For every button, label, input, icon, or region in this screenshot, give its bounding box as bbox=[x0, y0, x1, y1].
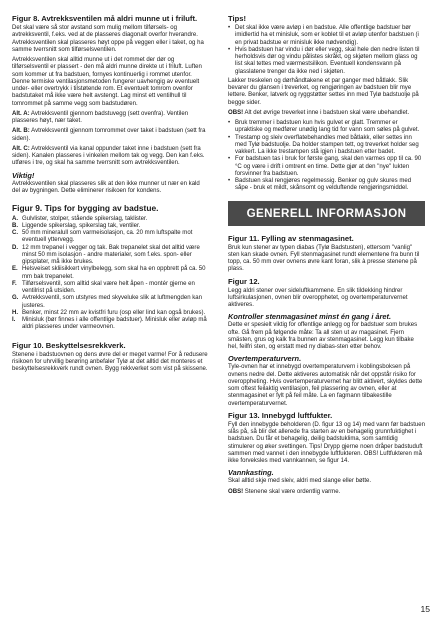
list-item: • Det skal ikke være avløp i en badstue. Alle offentlige badstuer bør imidlertid ha et minisluk, som er koblet til et avløp utenfor badstuen (i en privat badstue er minisluk ikke nødvendig). bbox=[228, 25, 425, 47]
fig8-alt-b bbox=[12, 128, 209, 143]
obs-text: Stenene skal være ordentlig varme. bbox=[243, 488, 341, 495]
fig8-paragraph-1: Det skal være så stor avstand som mulig mellom tilførsels- og avtrekksventil, f.eks. ved at de plasseres diagonalt overfor hverandre. Avtrekksventilen skal plasseres høyt oppe på veggen eller i taket, og ha samme tverrsnitt som tilførselsventilen. bbox=[12, 25, 204, 53]
page-number: 15 bbox=[420, 604, 430, 614]
tips-lakker-text: Lakker treskelen og dørhåndtakene et par ganger med båtlakk. Slik bevarer du glansen i treverket, og rengjøringen av badstuen blir mye lettere. Benker, latverk og ryggstøtter settes inn med Tylø badstuolje på begge sider. bbox=[228, 77, 419, 106]
viktig-text: Avtrekksventilen skal plasseres slik at den ikke munner ut nær en kald del av bygningen. Dette eliminerer risikoen for kondens. bbox=[12, 180, 200, 194]
list-item: G. Avtrekksventil, som utstyres med skyveluke slik at luftmengden kan justeres. bbox=[12, 295, 203, 309]
fig8-alt-a bbox=[12, 111, 209, 126]
list-item: H. Benker, minst 22 mm av kvistfri furu (osp eller lind kan også brukes). bbox=[12, 309, 206, 316]
alt-c-text: Avtrekksventil via kanal oppunder taket inne i badstuen (sett fra siden). Kanalen plasseres i vinkelen mellom tak og vegg. Den kan f.eks. utføres i tre, og skal ha samme tverrsnitt som avtrekksventilen. bbox=[12, 145, 205, 167]
obs-label: OBS! bbox=[228, 488, 244, 495]
fig13-obs bbox=[228, 489, 425, 496]
fig13-title: Figur 13. Innebygd luftfukter. bbox=[228, 410, 333, 420]
list-item: A. Gulvlister, stolper, stående spikerslag, taklister. bbox=[12, 215, 148, 222]
control-text: Dette er spesielt viktig for offentlige anlegg og for badstuer som brukes ofte. Gå frem på følgende måte: Ta all sten ut av magasinet. Fjern smästen, grus og kalk fra bunnen av stenmagasinet. Legg kun tilbake hel, feilfri sten, og erstatt med ny diabas-sten etter behov. bbox=[228, 322, 418, 350]
fig13-text: Fyll den innebygde beholderen (D. figur 13 og 14) med vann før badstuen slås på, så blir det allerede fra starten av en behagelig grunnfuktighet i badstuen. Du får et behagelig, deilig badstuklima, som samtidig stimulerer og øker svettingen. Tips! Drypp gjerne noen dråper badstuduft sammen med vannet i den innebygde luftfukteren. OBS! Luftfukteren må ikke forveksles med vannkannen, se figur 14. bbox=[228, 421, 425, 464]
fig8-title: Figur 8. Avtrekksventilen må aldri munne ut i friluft. bbox=[12, 14, 198, 23]
overtemp-text: Tyle-ovnen har et innebygd overtemperaturvern i koblingsboksen på ovnens nedre del. Dette aktiveres automatisk når det oppstår risiko for overoppheting. Hvis overtemperaturvernet har blitt aktivert, skyldes dette som oftest feilaktig ventilasjon, feil plassering av ovnen, eller at stenmagasinet er fylt på feil måte. La en fagmann tilbakestille overtemperaturvernet. bbox=[228, 364, 423, 407]
right-column bbox=[228, 14, 425, 499]
fig11-text: Bruk kun stener av typen diabas (Tylø Badstusten), ettersom "vanlig" sten kan skade ovnen. Fyll stenmagasinet rundt elementene fra bunn til topp, ca. 50 mm over ovnens øvre kant foran, slik à presse stenene på plass. bbox=[228, 244, 420, 273]
fig10-text: Stenene i badstuovnen og dens øvre del er meget varme! For å redusere risikoen for uhrvillig berøring anbefaler Tylø at det alltid det monteres et beskyttelsesrekkverk rundt ovnen. Bygg rekkverket som vist på skissene. bbox=[12, 351, 208, 373]
alt-b-text: Avtrekksventil gjennom tomrommet over taket i badstuen (sett fra siden). bbox=[12, 128, 206, 142]
alt-c-label: Alt. C: bbox=[12, 145, 30, 152]
fig8-alt-c bbox=[12, 146, 209, 168]
fig10-title: Figur 10. Beskyttelsesrekkverk. bbox=[12, 340, 126, 350]
section-banner: GENERELL INFORMASJON bbox=[228, 201, 425, 226]
fig9-list bbox=[12, 216, 209, 332]
vannkasting-text: Skal alltid skje med sleiv, aldri med slange eller bøtte. bbox=[228, 478, 372, 485]
obs-text: Alt det øvrige treverket inne i badstuen skal være ubehandlet. bbox=[243, 109, 410, 116]
fig12-title: Figur 12. bbox=[228, 276, 260, 286]
list-item: • Hvis badstuen har vindu i dør eller vegg, skal hele den nedre listen til herholdsvis dør og vindu pålistes skråkt, og skjøten mellom glass og list skal tettes med værmestsilikon. Eventuell kondensvann på glasslatene trenger da ikke ned i skjøten. bbox=[228, 47, 425, 76]
control-title: Kontroller stenmagasinet minst én gang i året. bbox=[228, 312, 392, 322]
list-item: • Trestamp og sleiv overflatebehandles med båtlakk, eller settes inn med Tylø badstuolje. Da holder stampen tett, og treverket holder seg vakkert. La ikke trestampen stå igjen i badstuen etter badet. bbox=[228, 135, 425, 157]
alt-b-label: Alt. B: bbox=[12, 128, 30, 135]
fig9-title: Figur 9. Tips for bygging av badstue. bbox=[12, 203, 159, 213]
list-item: I. Minisluk (bør finnes i alle offentlige badstuer). Minisluk eller avløp må aldri plasseres under varmeovnen. bbox=[12, 317, 207, 331]
list-item: C. 50 mm mineralull som varmeisolasjon, ca. 20 mm luftspalte mot eventuell yttervegg. bbox=[12, 230, 193, 244]
fig8-paragraph-2: Avtrekksventilen skal alltid munne ut i det rommet der dør og tilførselsventil er plassert - den må aldri munne direkte ut i friluft. Luften som kommer ut fra badstuen, fornyes kontinuerlig i rommet utenfor. Denne termiske ventilasjonsmetoden fungerer uavhengig av eventuelt under- eller overtrykk i tilstøtende rom. Et eventuelt tomrom ovenfor badstutaket må ikke være helt avstengt. Lag minst ett ventilhull til tomrommet på samme vegg som badstudøren. bbox=[12, 57, 202, 107]
list-item: • Bruk tremmer i badstuen kun hvis gulvet er glatt. Tremmer er upraktiske og medfører unødig lang tid for vann som søles på gulvet. bbox=[228, 120, 425, 135]
list-item: • Badstuen skal rengjøres regelmessig. Benker og gulv skures med såpe - bruk et mildt, skånsomt og velduftende rengjøringsmiddel. bbox=[228, 178, 425, 193]
vannkasting-title: Vannkasting. bbox=[228, 468, 274, 478]
obs-label: OBS! bbox=[228, 109, 244, 116]
overtemp-title: Overtemperaturvern. bbox=[228, 354, 302, 364]
alt-a-text: Avtrekksventil gjennom badstuvegg (sett ovenfra). Ventilen plasseres høyt, nær taket. bbox=[12, 110, 189, 124]
list-item: B. Liggende spikerslag, spikerslag tak, ventiler. bbox=[12, 222, 141, 229]
list-item: • For badstuen tas i bruk for første gang, skal den varmes opp til ca. 90 °C og være i drift i omtrent en time. Dette gjør at den "nye" lukten forsvinner fra badstuen. bbox=[228, 156, 425, 178]
tips-list-1 bbox=[228, 25, 425, 76]
fig11-title: Figur 11. Fylling av stenmagasinet. bbox=[228, 233, 354, 243]
list-item: E. Helsveiset skliisikkert vinylbelegg, som skal ha en oppbrett på ca. 50 mm bak trepanelet. bbox=[12, 266, 206, 280]
left-column bbox=[12, 14, 209, 376]
list-item: D. 12 mm trepanel i vegger og tak. Bak trepanelet skal det alltid være minst 50 mm isolasjon - andre materialer, som f.eks. spon- eller gipsplater, må ikke brukes. bbox=[12, 244, 200, 266]
viktig-title: Viktig! bbox=[12, 170, 35, 180]
tips-obs bbox=[228, 110, 425, 117]
alt-a-label: Alt. A: bbox=[12, 110, 30, 117]
tips-title: Tips! bbox=[228, 14, 247, 23]
fig12-text: Legg aldri stener over sideluftkammene. En slik tildekking hindrer luftsirkulasjonen, ovnen blir overopphetet, og overtemperaturvernet aktiveres. bbox=[228, 287, 408, 308]
tips-list-2 bbox=[228, 120, 425, 193]
list-item: F. Tilførselsventil, som alltid skal være helt åpen - montér gjerne en ventilrist på utsiden. bbox=[12, 280, 195, 295]
